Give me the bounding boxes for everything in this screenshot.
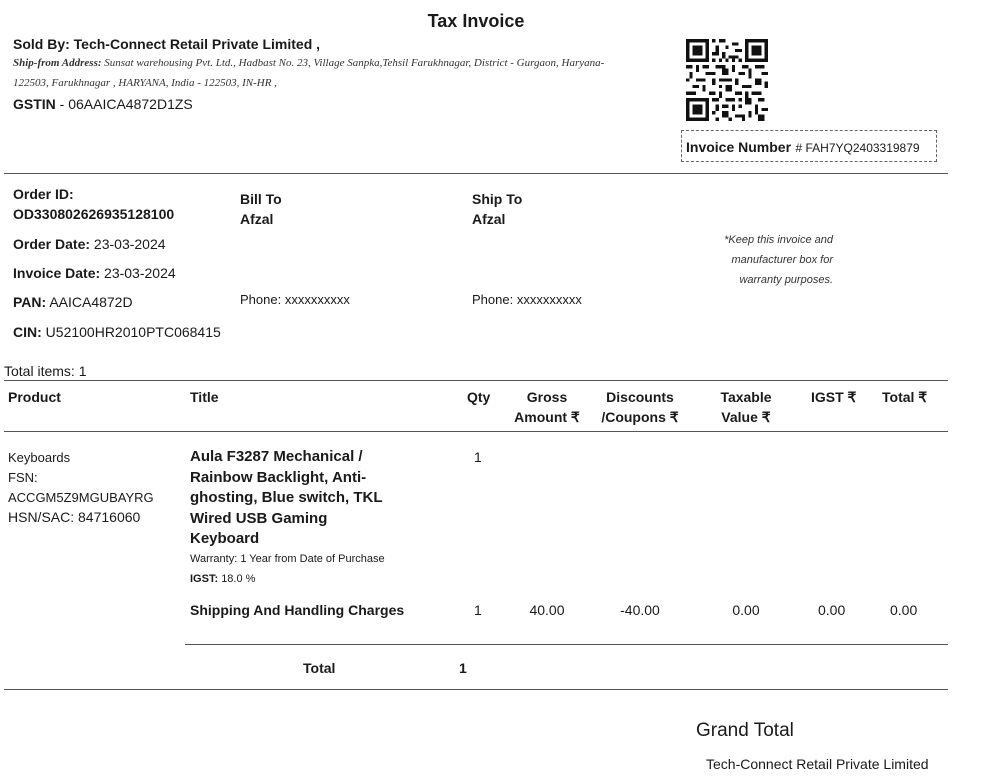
- ship-from-label: Ship-from Address:: [13, 57, 102, 69]
- shipping-discount: -40.00: [620, 602, 660, 618]
- item-igst-label: IGST:: [190, 573, 219, 585]
- ship-to-name: Afzal: [472, 211, 506, 227]
- item-title-line3: ghosting, Blue switch, TKL: [190, 489, 383, 506]
- page-title: Tax Invoice: [427, 11, 525, 31]
- warranty-note: [724, 230, 833, 290]
- col-taxable-value: [706, 387, 786, 427]
- warranty-note-line1: *Keep this invoice and: [724, 234, 833, 246]
- shipping-igst: 0.00: [818, 602, 846, 618]
- ship-to-phone: Phone: xxxxxxxxxx: [472, 292, 582, 307]
- table-top-border: [4, 380, 948, 381]
- item-category: Keyboards: [8, 450, 71, 465]
- order-date-label: Order Date:: [13, 236, 91, 252]
- pan-value: AAICA4872D: [49, 294, 133, 310]
- item-title-line4: Wired USB Gaming: [190, 509, 328, 527]
- total-row-border: [185, 644, 948, 645]
- order-date: [13, 236, 166, 252]
- ship-to-label: Ship To: [472, 191, 523, 207]
- col-discounts-line1: Discounts: [606, 389, 674, 405]
- item-title-line1: Aula F3287 Mechanical /: [190, 448, 363, 465]
- invoice-number-label: Invoice Number: [686, 139, 792, 155]
- pan-label: PAN:: [13, 294, 47, 310]
- item-title-line2: Rainbow Backlight, Anti-: [190, 468, 367, 486]
- invoice-date-value: 23-03-2024: [104, 265, 176, 281]
- col-taxable-line1: Taxable: [720, 389, 772, 405]
- item-fsn-value: ACCGM5Z9MGUBAYRG: [8, 490, 154, 505]
- item-igst-rate: 18.0 %: [221, 573, 256, 585]
- footer-company: Tech-Connect Retail Private Limited: [706, 756, 929, 772]
- sold-by-label: Sold By:: [13, 36, 70, 52]
- gstin: [13, 96, 193, 112]
- shipping-gross: 40.00: [529, 602, 565, 618]
- col-total: Total ₹: [882, 389, 928, 405]
- gstin-label: GSTIN: [13, 96, 56, 112]
- divider: [4, 173, 948, 174]
- cin-label: CIN:: [13, 324, 42, 340]
- total-items: Total items: 1: [4, 363, 87, 379]
- grand-total-label: Grand Total: [696, 720, 794, 741]
- item-title-line5: Keyboard: [190, 530, 260, 547]
- col-product: Product: [8, 389, 61, 405]
- shipping-total: 0.00: [890, 602, 918, 618]
- item-igst: [190, 573, 255, 585]
- sold-by-value: Tech-Connect Retail Private Limited ,: [73, 36, 321, 52]
- invoice-number-value: # FAH7YQ2403319879: [795, 141, 920, 155]
- ship-from-line1: Sunsat warehousing Pvt. Ltd., Hadbast No. 23, Village Sanpka,Tehsil Farukhnagar, District - Gurgaon, Haryana-: [104, 57, 605, 69]
- ship-from-line2: 122503, Farukhnagar , HARYANA, India - 122503, IN-HR ,: [13, 77, 277, 89]
- item-fsn-label: FSN:: [8, 470, 38, 485]
- table-bottom-border: [4, 689, 948, 690]
- table-header-border: [4, 431, 948, 432]
- total-label: Total: [303, 660, 336, 676]
- col-discounts-line2: /Coupons ₹: [601, 409, 679, 425]
- col-taxable-line2: Value ₹: [721, 409, 771, 425]
- col-title: Title: [190, 389, 219, 405]
- item-title: [190, 447, 400, 550]
- col-gross-amount: [507, 387, 587, 427]
- pan: [13, 294, 133, 310]
- col-qty: Qty: [467, 389, 491, 405]
- item-hsn: HSN/SAC: 84716060: [8, 509, 141, 525]
- item-product-info: [8, 448, 154, 508]
- invoice-date-label: Invoice Date:: [13, 265, 101, 281]
- bill-to-name: Afzal: [240, 211, 274, 227]
- item-warranty: Warranty: 1 Year from Date of Purchase: [190, 553, 385, 565]
- bill-to-label: Bill To: [240, 191, 282, 207]
- col-igst: IGST ₹: [811, 389, 857, 405]
- gstin-value: - 06AAICA4872D1ZS: [59, 96, 193, 112]
- warranty-note-line2: manufacturer box for: [731, 254, 833, 266]
- bill-to-phone: Phone: xxxxxxxxxx: [240, 292, 350, 307]
- invoice-number: [686, 139, 920, 157]
- shipping-label: Shipping And Handling Charges: [190, 602, 405, 618]
- col-discounts: [594, 387, 686, 427]
- ship-from-address: [13, 53, 604, 93]
- total-qty: 1: [459, 660, 467, 676]
- item-qty: 1: [474, 449, 482, 465]
- warranty-note-line3: warranty purposes.: [739, 274, 833, 286]
- cin: [13, 324, 221, 340]
- invoice-date: [13, 265, 176, 281]
- cin-value: U52100HR2010PTC068415: [45, 324, 221, 340]
- shipping-taxable: 0.00: [732, 602, 760, 618]
- col-gross-line1: Gross: [526, 389, 568, 405]
- order-id-value: OD330802626935128100: [13, 206, 175, 222]
- qr-code-icon: [686, 39, 768, 121]
- shipping-qty: 1: [474, 602, 482, 618]
- order-date-value: 23-03-2024: [93, 236, 166, 252]
- order-id-label: Order ID:: [13, 186, 74, 202]
- col-gross-line2: Amount ₹: [514, 409, 580, 425]
- sold-by: [13, 36, 320, 52]
